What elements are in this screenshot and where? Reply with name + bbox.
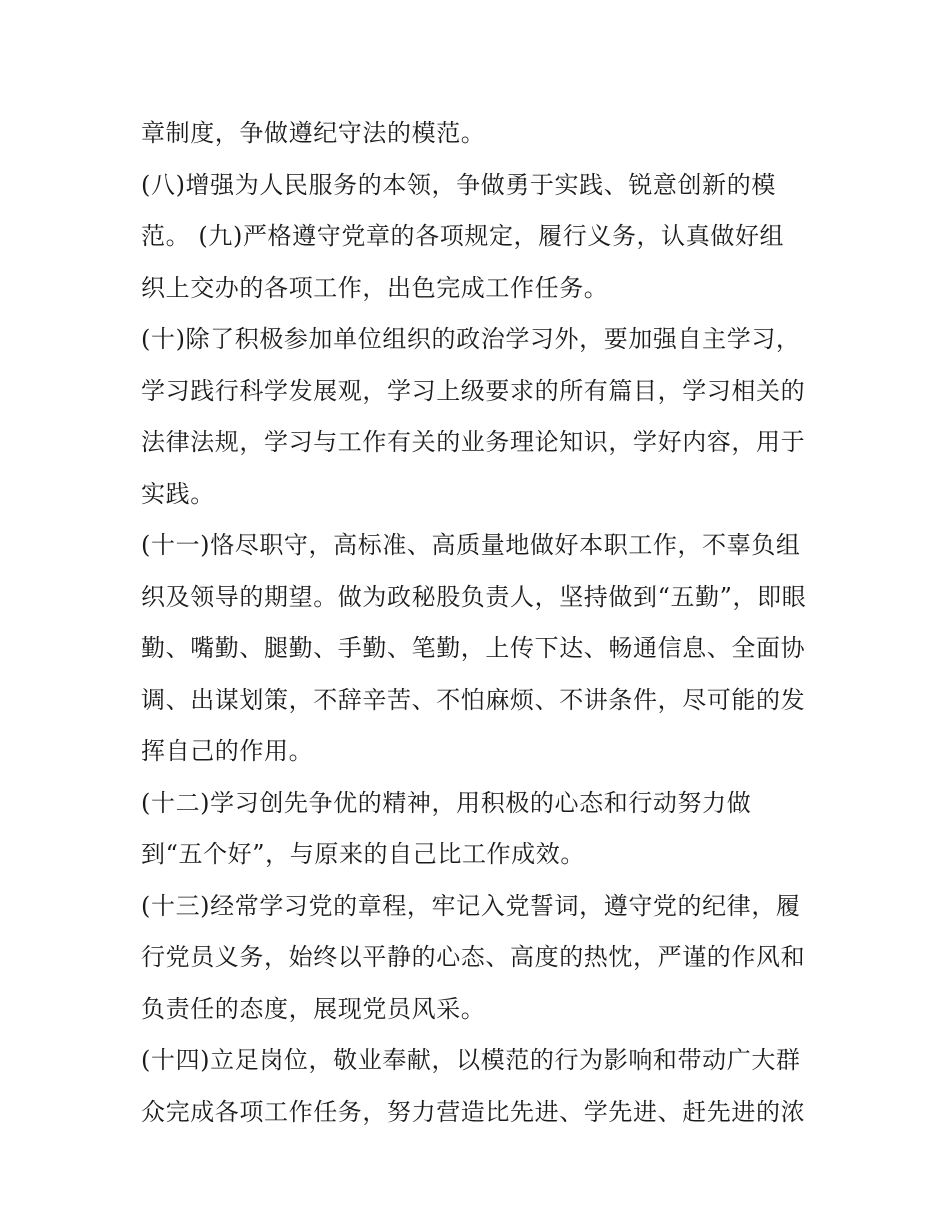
text-line: (十四)立足岗位，敬业奉献，以模范的行为影响和带动广大群: [141, 1046, 801, 1074]
text-line: 学习践行科学发展观，学习上级要求的所有篇目，学习相关的: [141, 376, 806, 405]
text-line: 众完成各项工作任务，努力营造比先进、学先进、赶先进的浓: [141, 1097, 806, 1126]
text-line: (十)除了积极参加单位组织的政治学习外，要加强自主学习，: [141, 325, 801, 353]
text-line: 章制度，争做遵纪守法的模范。: [141, 119, 486, 147]
text-line: 实践。: [141, 479, 215, 508]
text-line: 范。 (九)严格遵守党章的各项规定，履行义务，认真做好组: [141, 222, 785, 250]
text-line: (八)增强为人民服务的本领，争做勇于实践、锐意创新的模: [141, 170, 776, 199]
text-line: (十二)学习创先争优的精神，用积极的心态和行动努力做: [141, 788, 752, 817]
text-line: 织上交办的各项工作，出色完成工作任务。: [141, 273, 609, 302]
text-line: 调、出谋划策，不辞辛苦、不怕麻烦、不讲条件，尽可能的发: [141, 685, 806, 714]
text-line: 法律法规，学习与工作有关的业务理论知识，学好内容，用于: [141, 428, 806, 456]
text-line: 勤、嘴勤、腿勤、手勤、笔勤，上传下达、畅通信息、全面协: [141, 634, 806, 662]
text-line: 到“五个好”，与原来的自己比工作成效。: [141, 840, 585, 868]
text-line: 挥自己的作用。: [141, 737, 314, 765]
document-body: [141, 108, 821, 1138]
text-line: 行党员义务，始终以平静的心态、高度的热忱，严谨的作风和: [141, 943, 806, 971]
text-line: (十三)经常学习党的章程，牢记入党誓词，遵守党的纪律，履: [141, 891, 801, 920]
text-line: 负责任的态度，展现党员风采。: [141, 994, 486, 1023]
text-line: (十一)恪尽职守，高标准、高质量地做好本职工作，不辜负组: [141, 531, 801, 559]
text-line: 织及领导的期望。做为政秘股负责人，坚持做到“五勤”，即眼: [141, 582, 807, 611]
